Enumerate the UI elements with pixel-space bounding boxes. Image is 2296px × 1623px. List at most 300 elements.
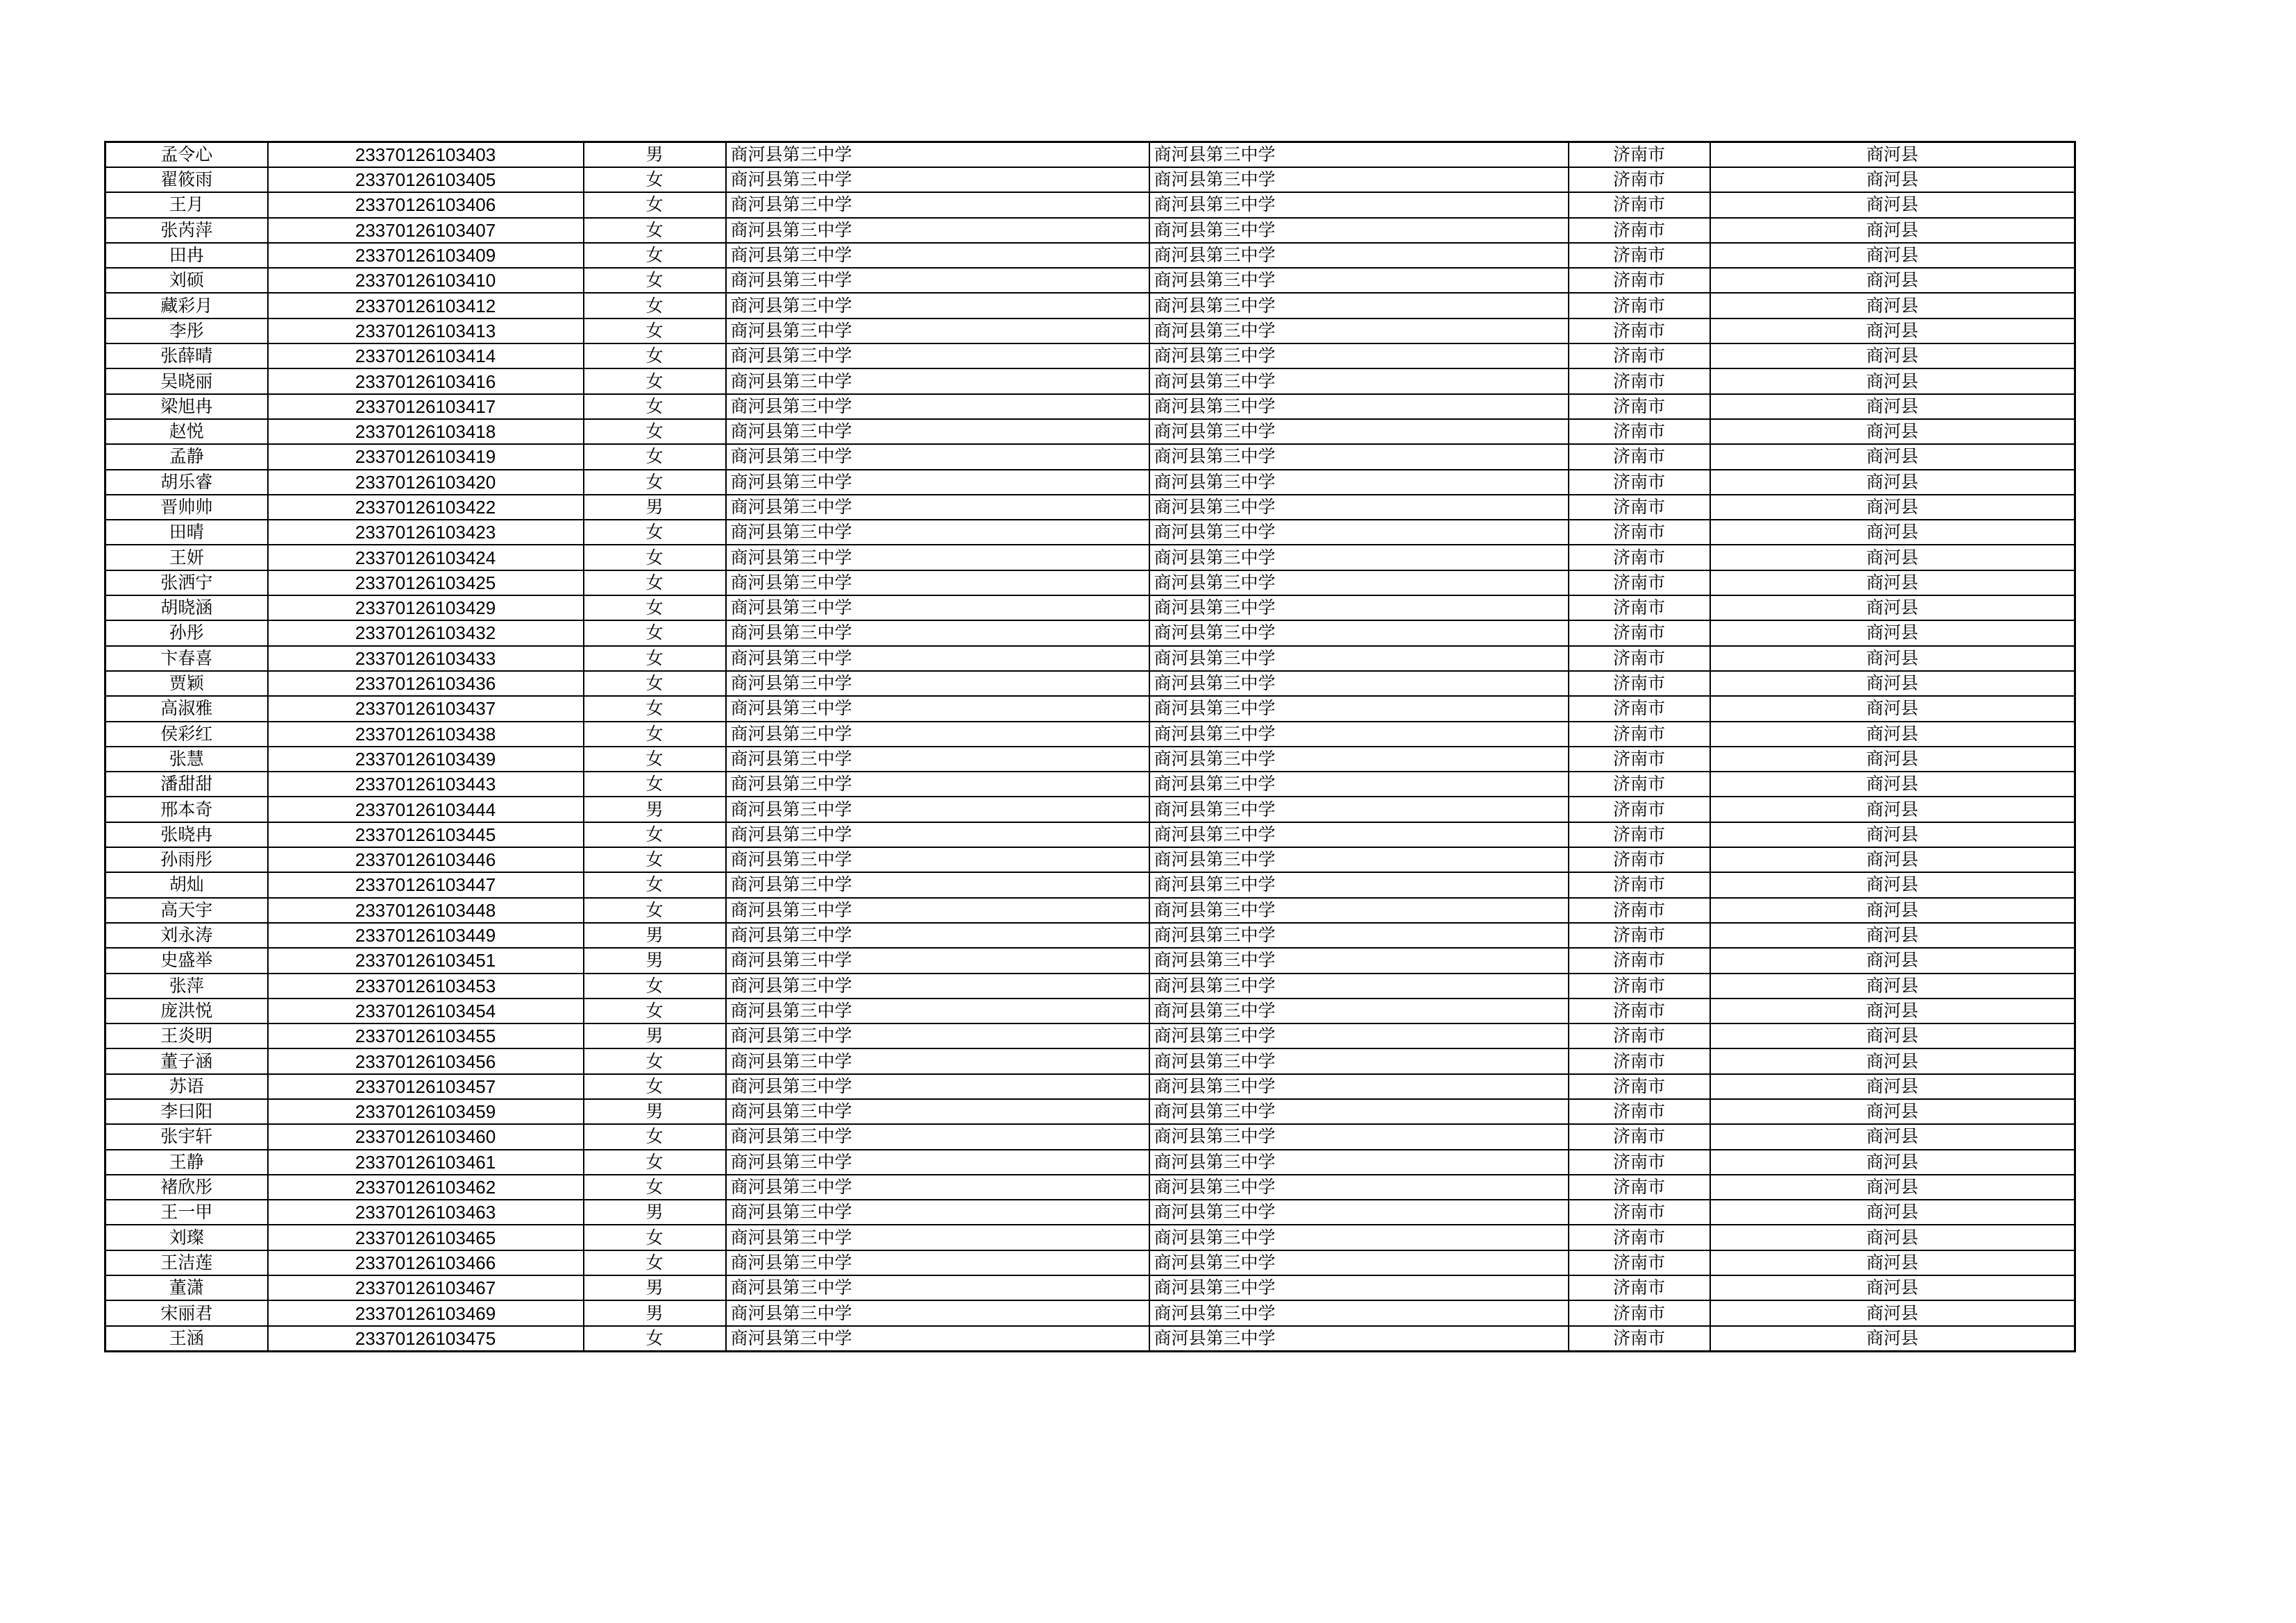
school-cell: 商河县第三中学	[726, 444, 1149, 469]
student-name-cell: 赵悦	[105, 419, 268, 444]
school-cell: 商河县第三中学	[726, 974, 1149, 999]
student-name-cell: 庞洪悦	[105, 999, 268, 1023]
county-cell: 商河县	[1710, 797, 2075, 822]
exam-site-cell: 商河县第三中学	[1149, 1300, 1569, 1325]
student-name-cell: 张晓冉	[105, 822, 268, 847]
city-cell: 济南市	[1569, 747, 1710, 772]
city-cell: 济南市	[1569, 595, 1710, 620]
student-name-cell: 王静	[105, 1150, 268, 1175]
school-cell: 商河县第三中学	[726, 1300, 1149, 1325]
school-cell: 商河县第三中学	[726, 1150, 1149, 1175]
student-name-cell: 孟静	[105, 444, 268, 469]
student-name-cell: 高天宇	[105, 898, 268, 923]
table-row	[105, 1300, 2075, 1325]
school-cell: 商河县第三中学	[726, 948, 1149, 973]
school-cell: 商河县第三中学	[726, 1099, 1149, 1124]
city-cell: 济南市	[1569, 293, 1710, 318]
county-cell: 商河县	[1710, 898, 2075, 923]
table-row	[105, 620, 2075, 645]
exam-site-cell: 商河县第三中学	[1149, 545, 1569, 570]
county-cell: 商河县	[1710, 343, 2075, 368]
exam-number-cell: 23370126103433	[268, 646, 584, 671]
gender-cell: 女	[584, 419, 726, 444]
county-cell: 商河县	[1710, 1250, 2075, 1275]
county-cell: 商河县	[1710, 1326, 2075, 1352]
gender-cell: 女	[584, 1250, 726, 1275]
student-name-cell: 张洒宁	[105, 570, 268, 595]
student-name-cell: 王妍	[105, 545, 268, 570]
exam-number-cell: 23370126103409	[268, 243, 584, 268]
city-cell: 济南市	[1569, 545, 1710, 570]
county-cell: 商河县	[1710, 368, 2075, 393]
student-name-cell: 孙雨彤	[105, 847, 268, 872]
student-name-cell: 藏彩月	[105, 293, 268, 318]
gender-cell: 女	[584, 192, 726, 217]
exam-site-cell: 商河县第三中学	[1149, 268, 1569, 293]
table-row	[105, 696, 2075, 721]
table-row	[105, 218, 2075, 243]
city-cell: 济南市	[1569, 1023, 1710, 1048]
city-cell: 济南市	[1569, 167, 1710, 192]
city-cell: 济南市	[1569, 394, 1710, 419]
gender-cell: 女	[584, 872, 726, 897]
exam-number-cell: 23370126103405	[268, 167, 584, 192]
exam-site-cell: 商河县第三中学	[1149, 218, 1569, 243]
county-cell: 商河县	[1710, 847, 2075, 872]
gender-cell: 男	[584, 948, 726, 973]
table-row	[105, 570, 2075, 595]
exam-number-cell: 23370126103429	[268, 595, 584, 620]
exam-site-cell: 商河县第三中学	[1149, 999, 1569, 1023]
student-name-cell: 卞春喜	[105, 646, 268, 671]
gender-cell: 女	[584, 847, 726, 872]
county-cell: 商河县	[1710, 318, 2075, 343]
exam-number-cell: 23370126103475	[268, 1326, 584, 1352]
table-row	[105, 1150, 2075, 1175]
student-name-cell: 张宇轩	[105, 1124, 268, 1149]
school-cell: 商河县第三中学	[726, 293, 1149, 318]
exam-number-cell: 23370126103467	[268, 1275, 584, 1300]
exam-site-cell: 商河县第三中学	[1149, 847, 1569, 872]
gender-cell: 女	[584, 520, 726, 545]
exam-site-cell: 商河县第三中学	[1149, 192, 1569, 217]
exam-site-cell: 商河县第三中学	[1149, 444, 1569, 469]
gender-cell: 女	[584, 243, 726, 268]
county-cell: 商河县	[1710, 1048, 2075, 1073]
gender-cell: 女	[584, 368, 726, 393]
table-row	[105, 495, 2075, 520]
county-cell: 商河县	[1710, 747, 2075, 772]
county-cell: 商河县	[1710, 1150, 2075, 1175]
student-name-cell: 高淑雅	[105, 696, 268, 721]
city-cell: 济南市	[1569, 1048, 1710, 1073]
table-row	[105, 167, 2075, 192]
school-cell: 商河县第三中学	[726, 470, 1149, 495]
student-name-cell: 张萍	[105, 974, 268, 999]
school-cell: 商河县第三中学	[726, 394, 1149, 419]
exam-site-cell: 商河县第三中学	[1149, 1023, 1569, 1048]
school-cell: 商河县第三中学	[726, 797, 1149, 822]
exam-number-cell: 23370126103445	[268, 822, 584, 847]
exam-site-cell: 商河县第三中学	[1149, 948, 1569, 973]
table-row	[105, 1275, 2075, 1300]
gender-cell: 男	[584, 1200, 726, 1225]
exam-number-cell: 23370126103447	[268, 872, 584, 897]
student-name-cell: 王一甲	[105, 1200, 268, 1225]
county-cell: 商河县	[1710, 444, 2075, 469]
exam-site-cell: 商河县第三中学	[1149, 419, 1569, 444]
exam-site-cell: 商河县第三中学	[1149, 620, 1569, 645]
gender-cell: 女	[584, 898, 726, 923]
exam-site-cell: 商河县第三中学	[1149, 696, 1569, 721]
gender-cell: 男	[584, 1023, 726, 1048]
county-cell: 商河县	[1710, 394, 2075, 419]
exam-site-cell: 商河县第三中学	[1149, 318, 1569, 343]
table-row	[105, 1200, 2075, 1225]
gender-cell: 女	[584, 1074, 726, 1099]
exam-site-cell: 商河县第三中学	[1149, 243, 1569, 268]
city-cell: 济南市	[1569, 444, 1710, 469]
table-row	[105, 974, 2075, 999]
gender-cell: 女	[584, 318, 726, 343]
table-row	[105, 343, 2075, 368]
gender-cell: 女	[584, 167, 726, 192]
county-cell: 商河县	[1710, 948, 2075, 973]
table-row	[105, 444, 2075, 469]
student-name-cell: 胡晓涵	[105, 595, 268, 620]
student-name-cell: 苏语	[105, 1074, 268, 1099]
exam-number-cell: 23370126103443	[268, 772, 584, 797]
exam-number-cell: 23370126103454	[268, 999, 584, 1023]
table-row	[105, 1124, 2075, 1149]
school-cell: 商河县第三中学	[726, 696, 1149, 721]
gender-cell: 女	[584, 470, 726, 495]
student-name-cell: 刘永涛	[105, 923, 268, 948]
city-cell: 济南市	[1569, 722, 1710, 747]
student-name-cell: 董子涵	[105, 1048, 268, 1073]
exam-site-cell: 商河县第三中学	[1149, 1175, 1569, 1200]
county-cell: 商河县	[1710, 696, 2075, 721]
city-cell: 济南市	[1569, 142, 1710, 168]
school-cell: 商河县第三中学	[726, 192, 1149, 217]
exam-number-cell: 23370126103403	[268, 142, 584, 168]
city-cell: 济南市	[1569, 974, 1710, 999]
school-cell: 商河县第三中学	[726, 243, 1149, 268]
exam-number-cell: 23370126103410	[268, 268, 584, 293]
exam-site-cell: 商河县第三中学	[1149, 142, 1569, 168]
school-cell: 商河县第三中学	[726, 1175, 1149, 1200]
gender-cell: 女	[584, 671, 726, 696]
gender-cell: 女	[584, 1048, 726, 1073]
exam-number-cell: 23370126103455	[268, 1023, 584, 1048]
school-cell: 商河县第三中学	[726, 1124, 1149, 1149]
exam-site-cell: 商河县第三中学	[1149, 1275, 1569, 1300]
student-name-cell: 梁旭冉	[105, 394, 268, 419]
exam-number-cell: 23370126103412	[268, 293, 584, 318]
exam-site-cell: 商河县第三中学	[1149, 722, 1569, 747]
city-cell: 济南市	[1569, 243, 1710, 268]
city-cell: 济南市	[1569, 1300, 1710, 1325]
exam-site-cell: 商河县第三中学	[1149, 671, 1569, 696]
student-name-cell: 王月	[105, 192, 268, 217]
exam-site-cell: 商河县第三中学	[1149, 872, 1569, 897]
county-cell: 商河县	[1710, 595, 2075, 620]
city-cell: 济南市	[1569, 470, 1710, 495]
city-cell: 济南市	[1569, 822, 1710, 847]
county-cell: 商河县	[1710, 646, 2075, 671]
county-cell: 商河县	[1710, 671, 2075, 696]
county-cell: 商河县	[1710, 1225, 2075, 1250]
city-cell: 济南市	[1569, 1099, 1710, 1124]
school-cell: 商河县第三中学	[726, 167, 1149, 192]
gender-cell: 男	[584, 923, 726, 948]
gender-cell: 女	[584, 1175, 726, 1200]
exam-number-cell: 23370126103456	[268, 1048, 584, 1073]
exam-number-cell: 23370126103418	[268, 419, 584, 444]
student-name-cell: 张慧	[105, 747, 268, 772]
county-cell: 商河县	[1710, 545, 2075, 570]
student-name-cell: 孟令心	[105, 142, 268, 168]
student-name-cell: 李彤	[105, 318, 268, 343]
exam-site-cell: 商河县第三中学	[1149, 570, 1569, 595]
exam-number-cell: 23370126103423	[268, 520, 584, 545]
exam-site-cell: 商河县第三中学	[1149, 343, 1569, 368]
exam-site-cell: 商河县第三中学	[1149, 495, 1569, 520]
table-row	[105, 318, 2075, 343]
school-cell: 商河县第三中学	[726, 1200, 1149, 1225]
table-row	[105, 1048, 2075, 1073]
table-row	[105, 797, 2075, 822]
exam-number-cell: 23370126103463	[268, 1200, 584, 1225]
student-name-cell: 张薛晴	[105, 343, 268, 368]
exam-number-cell: 23370126103425	[268, 570, 584, 595]
school-cell: 商河县第三中学	[726, 545, 1149, 570]
city-cell: 济南市	[1569, 948, 1710, 973]
exam-site-cell: 商河县第三中学	[1149, 1074, 1569, 1099]
exam-site-cell: 商河县第三中学	[1149, 167, 1569, 192]
school-cell: 商河县第三中学	[726, 620, 1149, 645]
county-cell: 商河县	[1710, 772, 2075, 797]
gender-cell: 男	[584, 1275, 726, 1300]
exam-number-cell: 23370126103417	[268, 394, 584, 419]
exam-number-cell: 23370126103436	[268, 671, 584, 696]
city-cell: 济南市	[1569, 696, 1710, 721]
school-cell: 商河县第三中学	[726, 822, 1149, 847]
exam-site-cell: 商河县第三中学	[1149, 1225, 1569, 1250]
table-row	[105, 671, 2075, 696]
exam-number-cell: 23370126103419	[268, 444, 584, 469]
exam-site-cell: 商河县第三中学	[1149, 394, 1569, 419]
county-cell: 商河县	[1710, 999, 2075, 1023]
school-cell: 商河县第三中学	[726, 1275, 1149, 1300]
table-row	[105, 595, 2075, 620]
school-cell: 商河县第三中学	[726, 722, 1149, 747]
exam-site-cell: 商河县第三中学	[1149, 1124, 1569, 1149]
county-cell: 商河县	[1710, 1099, 2075, 1124]
exam-number-cell: 23370126103422	[268, 495, 584, 520]
table-row	[105, 948, 2075, 973]
county-cell: 商河县	[1710, 419, 2075, 444]
school-cell: 商河县第三中学	[726, 1225, 1149, 1250]
exam-site-cell: 商河县第三中学	[1149, 1326, 1569, 1352]
exam-number-cell: 23370126103416	[268, 368, 584, 393]
school-cell: 商河县第三中学	[726, 1023, 1149, 1048]
gender-cell: 女	[584, 595, 726, 620]
county-cell: 商河县	[1710, 1275, 2075, 1300]
exam-number-cell: 23370126103460	[268, 1124, 584, 1149]
school-cell: 商河县第三中学	[726, 772, 1149, 797]
exam-number-cell: 23370126103451	[268, 948, 584, 973]
gender-cell: 男	[584, 1300, 726, 1325]
gender-cell: 女	[584, 570, 726, 595]
city-cell: 济南市	[1569, 1326, 1710, 1352]
exam-site-cell: 商河县第三中学	[1149, 293, 1569, 318]
exam-number-cell: 23370126103437	[268, 696, 584, 721]
county-cell: 商河县	[1710, 268, 2075, 293]
exam-number-cell: 23370126103420	[268, 470, 584, 495]
exam-number-cell: 23370126103414	[268, 343, 584, 368]
school-cell: 商河县第三中学	[726, 419, 1149, 444]
gender-cell: 男	[584, 142, 726, 168]
gender-cell: 男	[584, 797, 726, 822]
school-cell: 商河县第三中学	[726, 847, 1149, 872]
city-cell: 济南市	[1569, 898, 1710, 923]
city-cell: 济南市	[1569, 847, 1710, 872]
gender-cell: 女	[584, 747, 726, 772]
county-cell: 商河县	[1710, 470, 2075, 495]
gender-cell: 女	[584, 218, 726, 243]
exam-number-cell: 23370126103446	[268, 847, 584, 872]
school-cell: 商河县第三中学	[726, 898, 1149, 923]
exam-number-cell: 23370126103469	[268, 1300, 584, 1325]
student-name-cell: 晋帅帅	[105, 495, 268, 520]
exam-site-cell: 商河县第三中学	[1149, 1048, 1569, 1073]
student-name-cell: 胡乐睿	[105, 470, 268, 495]
gender-cell: 女	[584, 646, 726, 671]
gender-cell: 男	[584, 1099, 726, 1124]
city-cell: 济南市	[1569, 570, 1710, 595]
student-name-cell: 王洁莲	[105, 1250, 268, 1275]
table-row	[105, 368, 2075, 393]
exam-number-cell: 23370126103438	[268, 722, 584, 747]
city-cell: 济南市	[1569, 1250, 1710, 1275]
gender-cell: 女	[584, 1225, 726, 1250]
table-row	[105, 1250, 2075, 1275]
exam-number-cell: 23370126103453	[268, 974, 584, 999]
county-cell: 商河县	[1710, 218, 2075, 243]
city-cell: 济南市	[1569, 218, 1710, 243]
city-cell: 济南市	[1569, 797, 1710, 822]
student-name-cell: 张芮萍	[105, 218, 268, 243]
exam-site-cell: 商河县第三中学	[1149, 898, 1569, 923]
school-cell: 商河县第三中学	[726, 999, 1149, 1023]
gender-cell: 女	[584, 1326, 726, 1352]
school-cell: 商河县第三中学	[726, 595, 1149, 620]
gender-cell: 女	[584, 999, 726, 1023]
exam-number-cell: 23370126103406	[268, 192, 584, 217]
school-cell: 商河县第三中学	[726, 1074, 1149, 1099]
student-name-cell: 田晴	[105, 520, 268, 545]
student-name-cell: 贾颖	[105, 671, 268, 696]
table-row	[105, 1023, 2075, 1048]
table-row	[105, 1225, 2075, 1250]
school-cell: 商河县第三中学	[726, 646, 1149, 671]
county-cell: 商河县	[1710, 722, 2075, 747]
gender-cell: 女	[584, 268, 726, 293]
city-cell: 济南市	[1569, 1200, 1710, 1225]
table-row	[105, 394, 2075, 419]
table-row	[105, 872, 2075, 897]
exam-number-cell: 23370126103413	[268, 318, 584, 343]
table-row	[105, 419, 2075, 444]
exam-site-cell: 商河县第三中学	[1149, 1099, 1569, 1124]
table-row	[105, 822, 2075, 847]
city-cell: 济南市	[1569, 520, 1710, 545]
exam-number-cell: 23370126103448	[268, 898, 584, 923]
student-name-cell: 宋丽君	[105, 1300, 268, 1325]
county-cell: 商河县	[1710, 974, 2075, 999]
city-cell: 济南市	[1569, 368, 1710, 393]
table-row	[105, 1326, 2075, 1352]
city-cell: 济南市	[1569, 872, 1710, 897]
table-row	[105, 646, 2075, 671]
exam-site-cell: 商河县第三中学	[1149, 470, 1569, 495]
school-cell: 商河县第三中学	[726, 495, 1149, 520]
exam-site-cell: 商河县第三中学	[1149, 1150, 1569, 1175]
county-cell: 商河县	[1710, 570, 2075, 595]
exam-site-cell: 商河县第三中学	[1149, 974, 1569, 999]
county-cell: 商河县	[1710, 1023, 2075, 1048]
county-cell: 商河县	[1710, 923, 2075, 948]
school-cell: 商河县第三中学	[726, 142, 1149, 168]
exam-site-cell: 商河县第三中学	[1149, 595, 1569, 620]
city-cell: 济南市	[1569, 1150, 1710, 1175]
table-row	[105, 999, 2075, 1023]
city-cell: 济南市	[1569, 1175, 1710, 1200]
exam-site-cell: 商河县第三中学	[1149, 772, 1569, 797]
student-name-cell: 王涵	[105, 1326, 268, 1352]
city-cell: 济南市	[1569, 318, 1710, 343]
exam-number-cell: 23370126103462	[268, 1175, 584, 1200]
city-cell: 济南市	[1569, 495, 1710, 520]
school-cell: 商河县第三中学	[726, 318, 1149, 343]
county-cell: 商河县	[1710, 872, 2075, 897]
gender-cell: 女	[584, 974, 726, 999]
gender-cell: 女	[584, 1150, 726, 1175]
student-name-cell: 王炎明	[105, 1023, 268, 1048]
gender-cell: 女	[584, 444, 726, 469]
school-cell: 商河县第三中学	[726, 268, 1149, 293]
student-name-cell: 刘硕	[105, 268, 268, 293]
roster-body	[105, 142, 2075, 1352]
exam-site-cell: 商河县第三中学	[1149, 797, 1569, 822]
city-cell: 济南市	[1569, 1225, 1710, 1250]
table-row	[105, 142, 2075, 168]
city-cell: 济南市	[1569, 343, 1710, 368]
table-row	[105, 1175, 2075, 1200]
student-name-cell: 褚欣彤	[105, 1175, 268, 1200]
table-row	[105, 747, 2075, 772]
exam-number-cell: 23370126103407	[268, 218, 584, 243]
gender-cell: 女	[584, 1124, 726, 1149]
school-cell: 商河县第三中学	[726, 923, 1149, 948]
table-row	[105, 898, 2075, 923]
table-row	[105, 470, 2075, 495]
city-cell: 济南市	[1569, 1074, 1710, 1099]
county-cell: 商河县	[1710, 167, 2075, 192]
gender-cell: 女	[584, 722, 726, 747]
exam-number-cell: 23370126103465	[268, 1225, 584, 1250]
